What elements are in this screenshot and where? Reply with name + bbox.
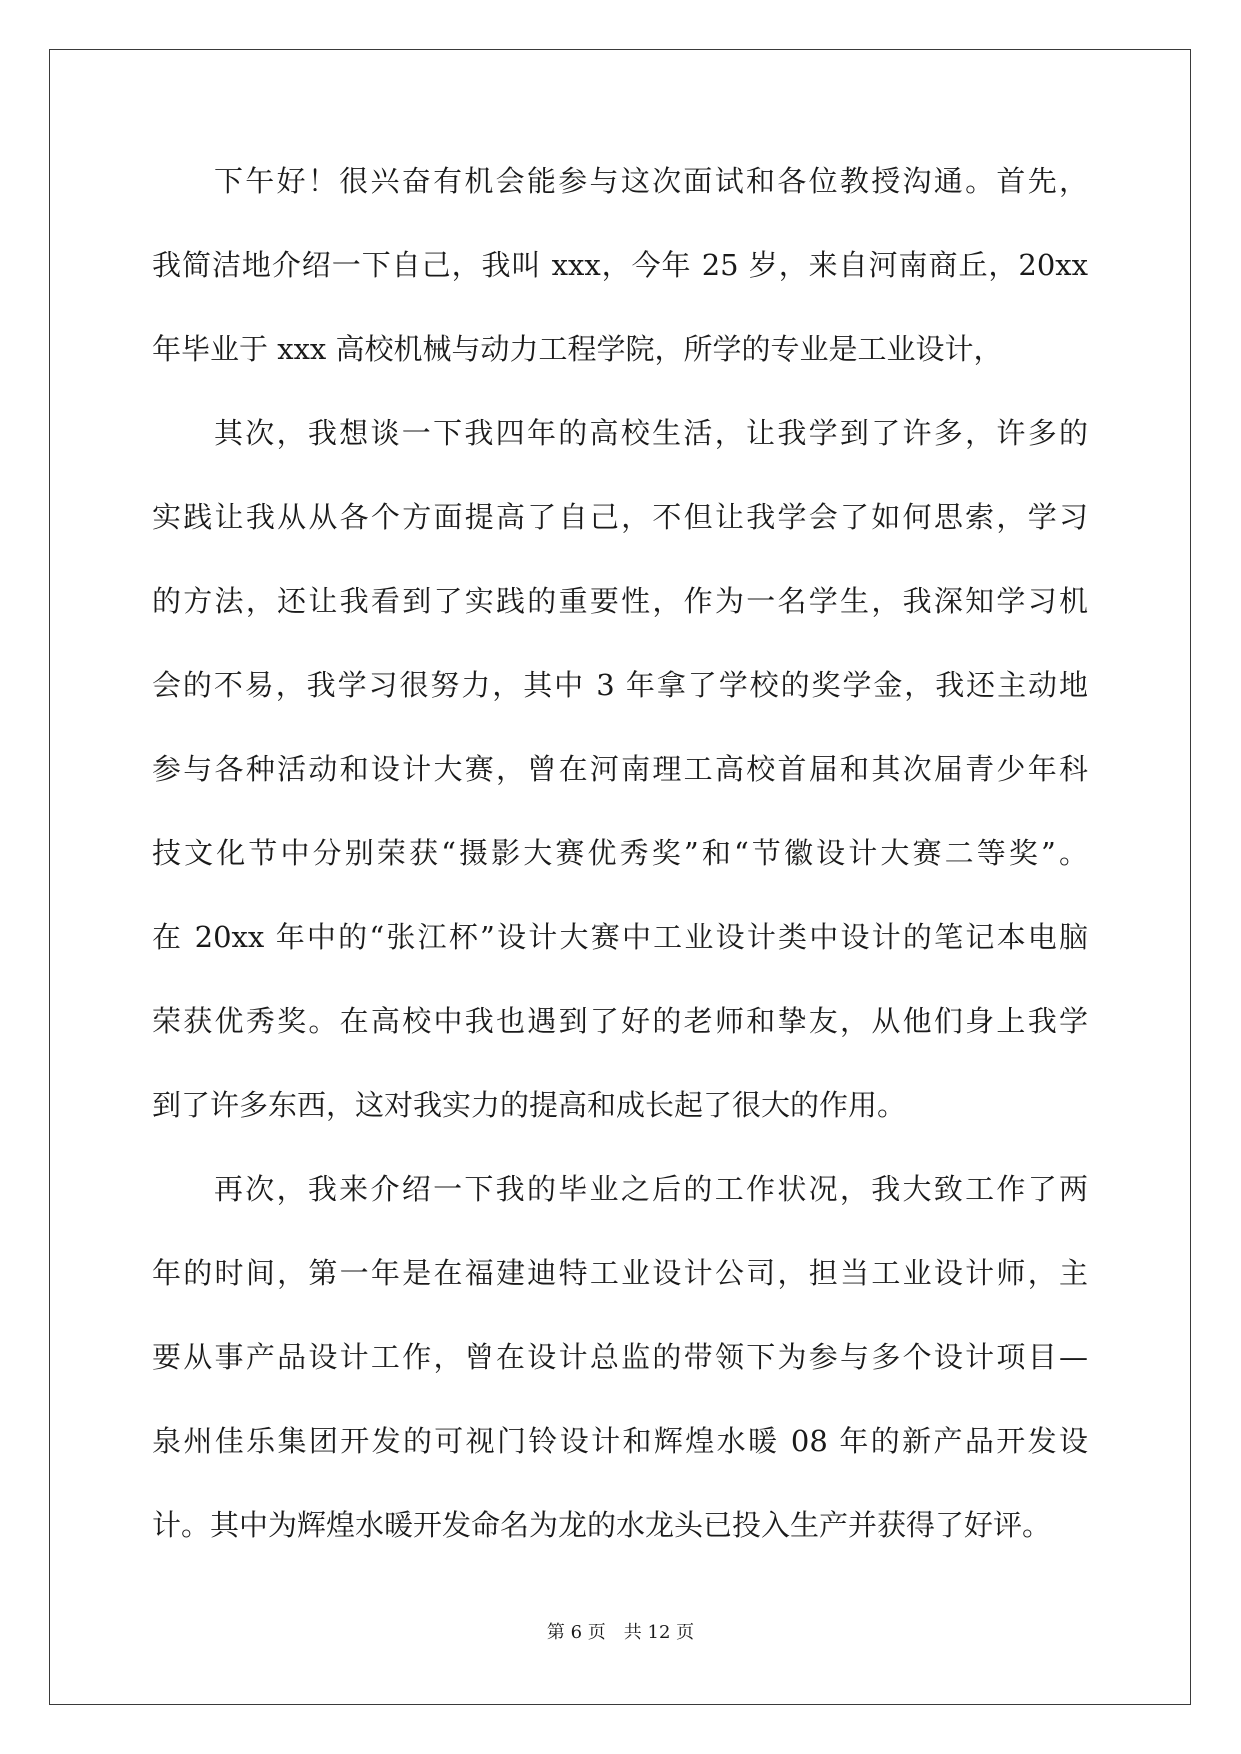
paragraph-line: 在 20xx 年中的“张江杯”设计大赛中工业设计类中设计的笔记本电脑 [152,920,1088,954]
paragraph-line: 下午好！很兴奋有机会能参与这次面试和各位教授沟通。首先， [214,164,1088,198]
paragraph-line: 计。其中为辉煌水暖开发命名为龙的水龙头已投入生产并获得了好评。 [152,1508,1052,1542]
paragraph-line: 再次，我来介绍一下我的毕业之后的工作状况，我大致工作了两 [214,1172,1088,1206]
paragraph-line: 年毕业于 xxx 高校机械与动力工程学院，所学的专业是工业设计， [152,332,1003,366]
paragraph-line: 会的不易，我学习很努力，其中 3 年拿了学校的奖学金，我还主动地 [152,668,1088,702]
paragraph-line: 到了许多东西，这对我实力的提高和成长起了很大的作用。 [152,1088,907,1122]
paragraph-line: 泉州佳乐集团开发的可视门铃设计和辉煌水暖 08 年的新产品开发设 [152,1424,1088,1458]
paragraph-line: 实践让我从从各个方面提高了自己，不但让我学会了如何思索，学习 [152,500,1088,534]
paragraph-line: 技文化节中分别荣获“摄影大赛优秀奖”和“节徽设计大赛二等奖”。 [152,836,1088,870]
paragraph-line: 其次，我想谈一下我四年的高校生活，让我学到了许多，许多的 [214,416,1088,450]
paragraph-line: 年的时间，第一年是在福建迪特工业设计公司，担当工业设计师，主 [152,1256,1088,1290]
paragraph-line: 参与各种活动和设计大赛，曾在河南理工高校首届和其次届青少年科 [152,752,1088,786]
paragraph-line: 荣获优秀奖。在高校中我也遇到了好的老师和挚友，从他们身上我学 [152,1004,1088,1038]
page-number: 第 6 页 [546,1622,606,1643]
paragraph-line: 的方法，还让我看到了实践的重要性，作为一名学生，我深知学习机 [152,584,1088,618]
page-footer [0,1621,1241,1645]
paragraph-line: 要从事产品设计工作，曾在设计总监的带领下为参与多个设计项目— [152,1340,1088,1374]
paragraph-line: 我简洁地介绍一下自己，我叫 xxx，今年 25 岁，来自河南商丘，20xx [152,248,1088,282]
page-count: 共 12 页 [623,1622,695,1643]
document-body [152,155,1088,1583]
